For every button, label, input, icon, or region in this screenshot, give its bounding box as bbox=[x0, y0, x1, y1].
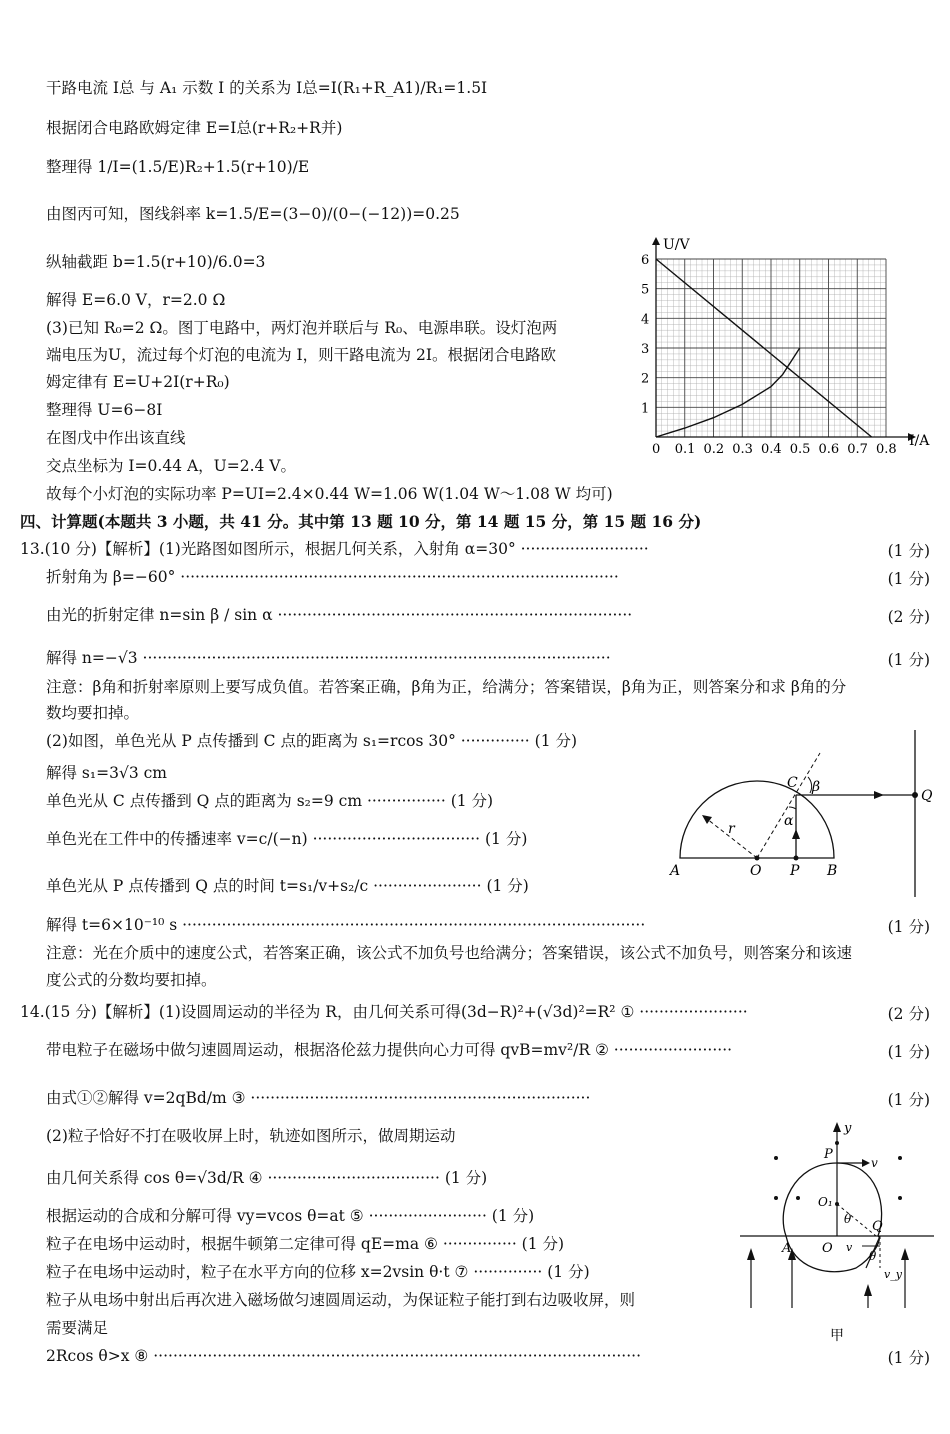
label-C: C bbox=[787, 775, 798, 791]
text-line-l8: 端电压为U，流过每个灯泡的电流为 I，则干路电流为 2I。根据闭合电路欧 bbox=[46, 346, 557, 364]
text-line-b7: 粒子在电场中运动时，根据牛顿第二定律可得 qE=ma ⑥ ··············· (1 分) bbox=[46, 1235, 565, 1253]
score-b3: (1 分) bbox=[887, 1091, 930, 1109]
y-axis-arrow bbox=[652, 237, 660, 245]
text-line-a6: 数均要扣掉。 bbox=[46, 704, 140, 722]
optics-figure bbox=[662, 725, 942, 905]
ui-graph bbox=[636, 232, 936, 464]
text-line-l7: (3)已知 R₀=2 Ω。图丁电路中，两灯泡并联后与 R₀、电源串联。设灯泡两 bbox=[46, 319, 558, 337]
label-beta: β bbox=[812, 779, 821, 795]
label-B: B bbox=[827, 863, 838, 879]
label-P: P bbox=[824, 1147, 833, 1162]
y-tick-label: 3 bbox=[641, 342, 650, 357]
point-P bbox=[794, 856, 799, 861]
normal-dashed bbox=[757, 753, 820, 858]
text-line-a10: 单色光在工件中的传播速率 v=c/(−n) ·································· (1 分) bbox=[46, 830, 528, 848]
radius-line bbox=[837, 1204, 876, 1236]
label-theta1: θ bbox=[844, 1212, 852, 1226]
label-Q: Q bbox=[872, 1219, 883, 1234]
label-O: O bbox=[822, 1241, 833, 1256]
score-a12: (1 分) bbox=[887, 918, 930, 936]
text-line-l6: 解得 E=6.0 V，r=2.0 Ω bbox=[46, 291, 226, 309]
label-O: O bbox=[750, 863, 762, 879]
x-tick-label: 0.7 bbox=[847, 442, 868, 457]
x-tick-label: 0.8 bbox=[876, 442, 897, 457]
x-tick-label: 0 bbox=[652, 442, 661, 457]
y-axis-arrow bbox=[833, 1122, 841, 1132]
ray-arrow-right bbox=[874, 791, 884, 799]
text-line-l10: 整理得 U=6−8I bbox=[46, 401, 163, 419]
text-line-a4: 解得 n=−√3 ······························································································· bbox=[46, 649, 611, 667]
label-r: r bbox=[728, 821, 735, 837]
x-tick-label: 0.5 bbox=[789, 442, 811, 457]
text-line-b3: 由式①②解得 v=2qBd/m ③ ····································································· bbox=[46, 1089, 591, 1107]
text-line-a1: 13.(10 分)【解析】(1)光路图如图所示，根据几何关系，入射角 α=30° ·························· bbox=[20, 540, 649, 558]
text-line-l2: 根据闭合电路欧姆定律 E=I总(r+R₂+R并) bbox=[46, 119, 343, 137]
text-line-l4: 由图丙可知，图线斜率 k=1.5/E=(3−0)/(0−(−12))=0.25 bbox=[46, 205, 460, 223]
semicircle-outline bbox=[680, 781, 834, 858]
label-vx: v bbox=[846, 1241, 853, 1254]
text-line-a12: 解得 t=6×10⁻¹⁰ s ······························································································ bbox=[46, 916, 646, 934]
y-tick-label: 2 bbox=[641, 371, 650, 387]
point-O bbox=[755, 856, 760, 861]
text-line-b11: 2Rcos θ>x ⑧ ··································································································· bbox=[46, 1347, 642, 1365]
x-axis-label: I/A bbox=[909, 433, 930, 449]
label-A: A bbox=[670, 863, 681, 879]
alpha-arc bbox=[789, 807, 796, 809]
x-tick-label: 0.2 bbox=[703, 442, 725, 457]
x-tick-label: 0.4 bbox=[761, 442, 782, 457]
text-line-b4: (2)粒子恰好不打在吸收屏上时，轨迹如图所示，做周期运动 bbox=[46, 1127, 456, 1145]
text-line-a11: 单色光从 P 点传播到 Q 点的时间 t=s₁/v+s₂/c ······················ (1 分) bbox=[46, 877, 529, 895]
text-line-a14: 度公式的分数均要扣掉。 bbox=[46, 971, 217, 989]
text-line-a9: 单色光从 C 点传播到 Q 点的距离为 s₂=9 cm ················ (1 分) bbox=[46, 792, 494, 810]
score-a2: (1 分) bbox=[887, 570, 930, 588]
label-vy: v_y bbox=[884, 1268, 902, 1281]
figure-caption: 甲 bbox=[830, 1328, 844, 1344]
score-b2: (1 分) bbox=[887, 1043, 930, 1061]
text-line-a3: 由光的折射定律 n=sin β / sin α ········································································ bbox=[46, 606, 633, 624]
text-line-l1: 干路电流 I总 与 A₁ 示数 I 的关系为 I总=I(R₁+R_A1)/R₁=1.5I bbox=[46, 79, 488, 97]
y-axis-label: U/V bbox=[663, 237, 690, 253]
label-P: P bbox=[790, 863, 800, 879]
text-line-b10: 需要满足 bbox=[46, 1319, 109, 1337]
series-line-1 bbox=[656, 348, 800, 437]
x-tick-label: 0.1 bbox=[674, 442, 696, 457]
y-tick-label: 1 bbox=[641, 401, 650, 417]
text-line-a8: 解得 s₁=3√3 cm bbox=[46, 764, 167, 782]
text-line-l11: 在图戊中作出该直线 bbox=[46, 429, 186, 447]
label-y: y bbox=[844, 1121, 852, 1136]
label-v: v bbox=[871, 1156, 878, 1170]
label-A: A bbox=[782, 1241, 792, 1256]
text-line-l12: 交点坐标为 I=0.44 A，U=2.4 V。 bbox=[46, 457, 296, 475]
x-tick-label: 0.3 bbox=[732, 442, 753, 457]
velocity-arrowhead bbox=[862, 1159, 870, 1167]
text-line-l9: 姆定律有 E=U+2I(r+R₀) bbox=[46, 373, 230, 391]
text-line-b2: 带电粒子在磁场中做匀速圆周运动，根据洛伦兹力提供向心力可得 qvB=mv²/R ② ························ bbox=[46, 1041, 733, 1059]
text-line-b1: 14.(15 分)【解析】(1)设圆周运动的半径为 R，由几何关系可得(3d−R)²+(√3d)²=R² ① ······················ bbox=[20, 1003, 748, 1021]
ray-arrow-up bbox=[792, 829, 800, 839]
field-dots bbox=[774, 1141, 902, 1200]
y-tick-label: 6 bbox=[641, 253, 650, 268]
y-tick-label: 5 bbox=[641, 282, 650, 298]
score-a1: (1 分) bbox=[887, 542, 930, 560]
label-O1: O₁ bbox=[818, 1195, 833, 1209]
text-line-l3: 整理得 1/I=(1.5/E)R₂+1.5(r+10)/E bbox=[46, 158, 310, 176]
y-tick-label: 4 bbox=[641, 312, 650, 328]
text-line-b6: 根据运动的合成和分解可得 vy=vcos θ=at ⑤ ························ (1 分) bbox=[46, 1207, 535, 1225]
score-b1: (2 分) bbox=[887, 1005, 930, 1023]
text-line-a7: (2)如图，单色光从 P 点传播到 C 点的距离为 s₁=rcos 30° ·············· (1 分) bbox=[46, 732, 578, 750]
text-line-l13: 故每个小灯泡的实际功率 P=UI=2.4×0.44 W=1.06 W(1.04 W～1.08 W 均可) bbox=[46, 485, 613, 503]
score-a3: (2 分) bbox=[887, 608, 930, 626]
label-Q: Q bbox=[921, 788, 933, 804]
text-line-b5: 由几何关系得 cos θ=√3d/R ④ ··································· (1 分) bbox=[46, 1169, 488, 1187]
score-a4: (1 分) bbox=[887, 651, 930, 669]
label-alpha: α bbox=[784, 813, 794, 829]
text-line-l5: 纵轴截距 b=1.5(r+10)/6.0=3 bbox=[46, 253, 266, 271]
label-theta2: θ bbox=[869, 1249, 877, 1263]
text-line-a2: 折射角为 β=−60° ························································································· bbox=[46, 568, 619, 586]
radius-arrow bbox=[702, 815, 712, 824]
text-line-b9: 粒子从电场中射出后再次进入磁场做匀速圆周运动，为保证粒子能打到右边吸收屏，则 bbox=[46, 1291, 636, 1309]
x-tick-label: 0.6 bbox=[818, 442, 840, 457]
field-figure bbox=[738, 1118, 938, 1350]
point-Q bbox=[912, 792, 918, 798]
text-line-b8: 粒子在电场中运动时，粒子在水平方向的位移 x=2vsin θ·t ⑦ ·············· (1 分) bbox=[46, 1263, 590, 1281]
score-b11: (1 分) bbox=[887, 1349, 930, 1367]
text-line-a5: 注意：β角和折射率原则上要写成负值。若答案正确，β角为正，给满分；答案错误，β角为正，则答案分和求 β角的分 bbox=[46, 678, 847, 696]
text-line-a13: 注意：光在介质中的速度公式，若答案正确，该公式不加负号也给满分；答案错误，该公式不加负号，则答案分和该速 bbox=[46, 944, 853, 962]
section-heading: 四、计算题(本题共 3 小题，共 41 分。其中第 13 题 10 分，第 14 题 15 分，第 15 题 16 分) bbox=[20, 512, 702, 531]
